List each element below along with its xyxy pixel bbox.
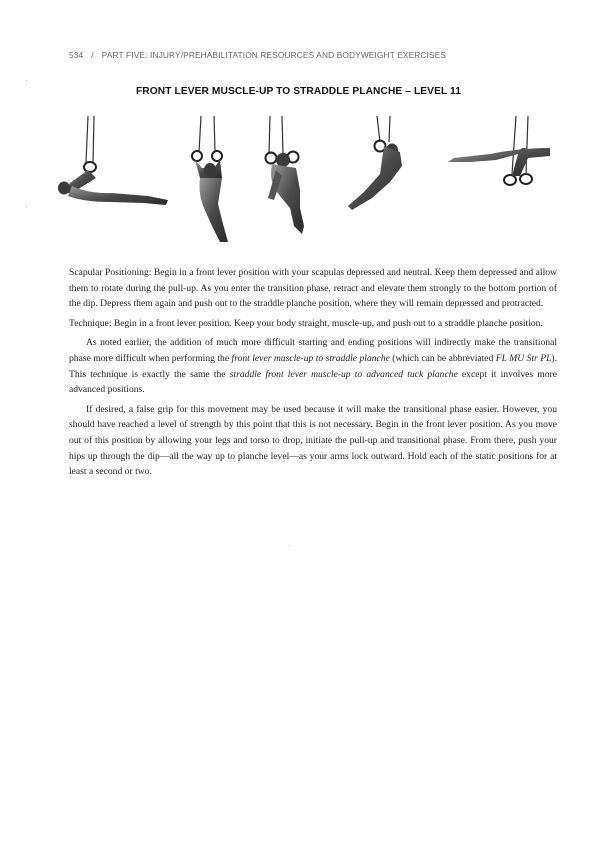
header-separator: /	[91, 50, 94, 60]
italic-term: front lever muscle-up to straddle planche	[231, 352, 390, 364]
text-run: (which can be abbreviated	[389, 352, 496, 364]
scan-speck	[26, 80, 27, 81]
italic-abbreviation: FL MU Str PL	[495, 352, 552, 364]
exercise-sequence-figure	[50, 108, 560, 250]
figure-straddle-planche	[448, 116, 550, 185]
figure-pull-up	[192, 116, 228, 242]
section-title: PART FIVE: INJURY/PREHABILITATION RESOURCES AND BODYWEIGHT EXERCISES	[101, 50, 447, 60]
paragraph-technique: Technique: Begin in a front lever position. Keep your body straight, muscle-up, and push out to a straddle planche position.	[69, 317, 543, 329]
figure-dip-push	[348, 116, 402, 210]
text-run: As noted earlier, the addition of much more difficult starting and ending positions will indirectly make the transitional phase more difficult when performing the	[69, 337, 557, 364]
gymnast-ring-sequence-icon	[50, 108, 560, 250]
figure-front-lever	[58, 116, 168, 205]
scan-speck	[26, 206, 27, 207]
exercise-title: FRONT LEVER MUSCLE-UP TO STRADDLE PLANCHE – LEVEL 11	[135, 86, 461, 97]
paragraph-false-grip: If desired, a false grip for this movement may be used because it will make the transitional phase easier. However, you should have reached a level of strength by this point that this is not necessary. Begin in the front lever position. As you move out of this position by allowing your legs and torso to drop, initiate the pull-up and transitional phase. From there, push your hips up through the dip—all the way up to planche level—as your arms lock outward. Hold each of the static positions for at least a second or two.	[69, 403, 557, 478]
scan-speck	[289, 545, 290, 546]
italic-term: straddle front lever muscle-up to advanced tuck planche	[229, 368, 458, 380]
text-run: except it involves more advanced positions.	[69, 368, 557, 396]
paragraph-notes	[69, 335, 557, 397]
page-number: 534	[69, 50, 84, 60]
body-text	[69, 265, 557, 484]
text-run: ). This technique is exactly the same the	[69, 352, 557, 380]
figure-transition	[266, 116, 305, 234]
paragraph-scapular-positioning: Scapular Positioning: Begin in a front lever position with your scapulas depressed and neutral. Keep them depressed and allow them to rotate during the pull-up. As you enter the transition phase, retract and elevate them strongly to the bottom portion of the dip. Depress them again and push out to the straddle planche position, where they will remain depressed and protracted.	[69, 267, 557, 310]
running-head	[69, 50, 446, 60]
